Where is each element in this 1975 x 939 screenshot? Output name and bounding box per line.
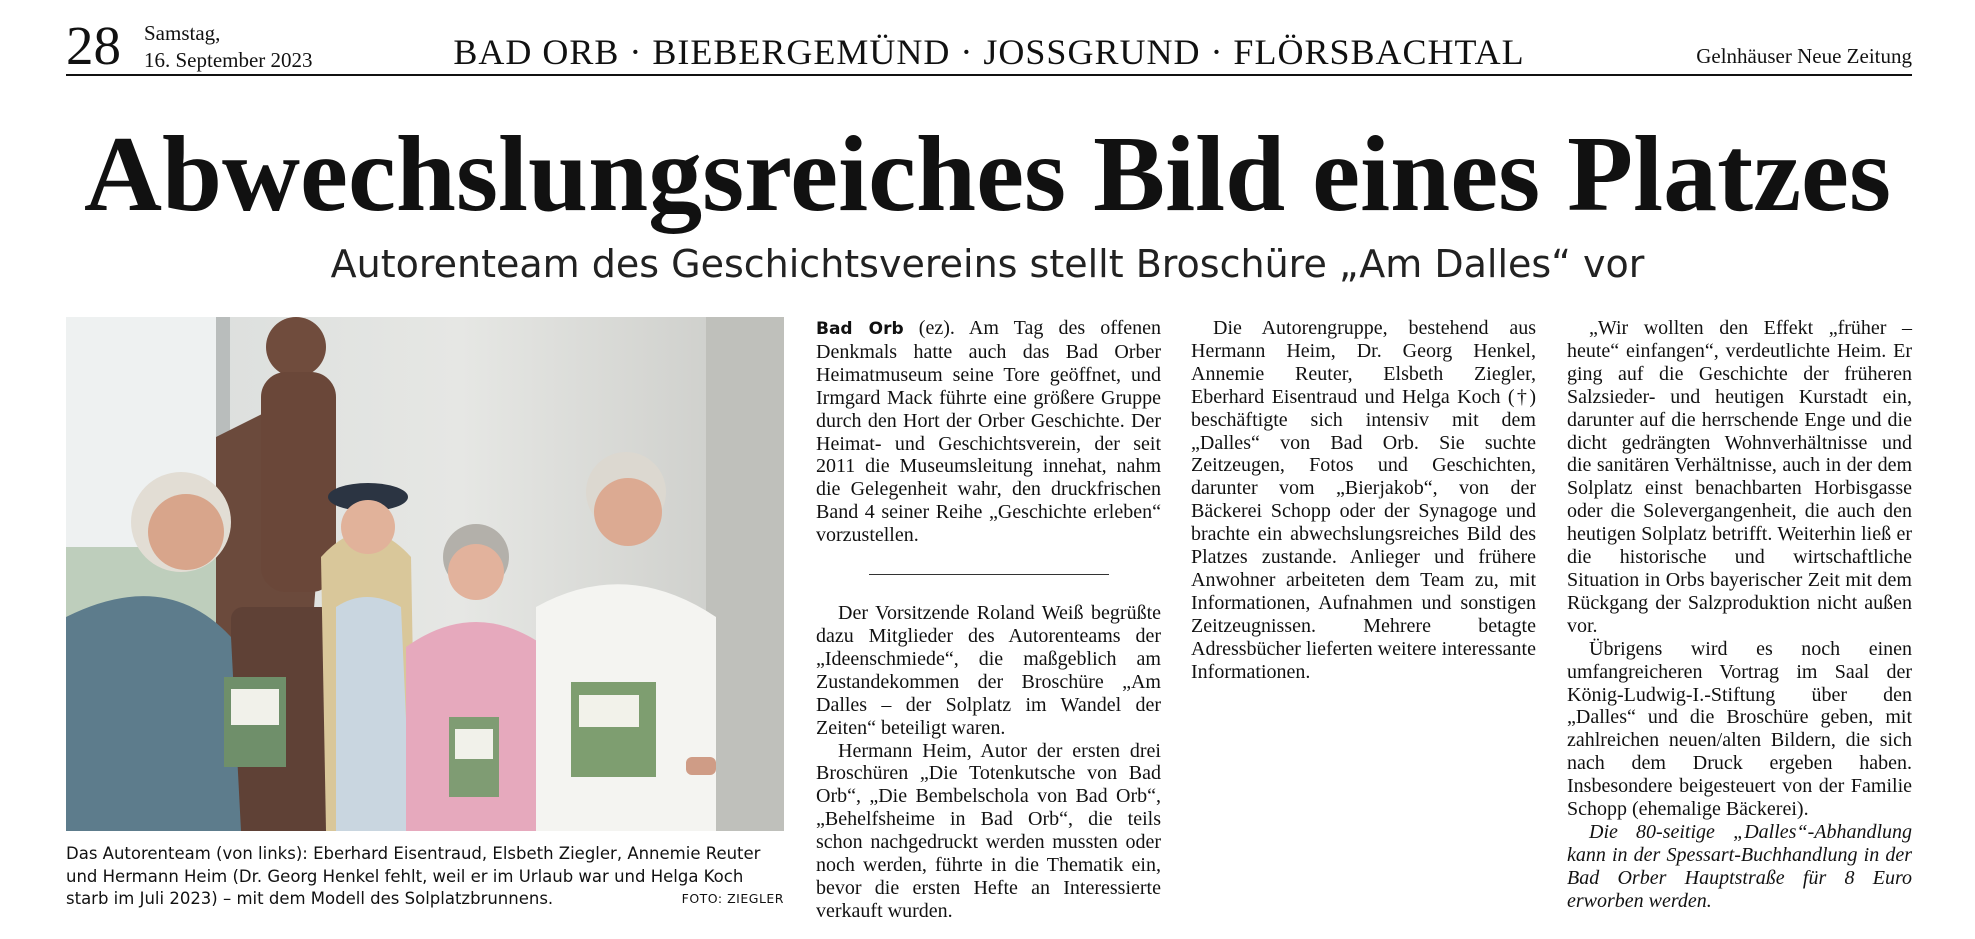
paragraph-1 [816,317,1161,547]
paragraph-5: „Wir wollten den Effekt „früher – heute“ einfangen“, verdeutlichte Heim. Er ging auf die Geschichte der früheren Salzsieder- und heutigen Kurstadt ein, darunter auf die herrschende Enge und die dicht gedrängten Wohnverhältnisse und die sanitären Verhältnisse, auch in der dem Solplatz einst benachbarten Horbisgasse oder die Solevergangenheit, die auch den heutigen Solplatz betrifft. Weiterhin ließ er die historische und wirtschaftliche Situation in Orbs bayerischer Zeit mit dem Rückgang der Salzproduktion nicht außen vor. [1567,317,1912,637]
paragraph-6: Übrigens wird es noch einen umfangreicheren Vortrag im Saal der König-Ludwig-I.-Stiftung über den „Dalles“ und die Broschüre geben, mit zahlreichen neuen/alten Bildern, die sich nach dem Druck ergeben haben. Insbesondere beigesteuert von der Familie Schopp (ehemalige Bäckerei). [1567,637,1912,821]
newspaper-name: Gelnhäuser Neue Zeitung [1696,44,1912,68]
paragraph-4: Die Autorengruppe, bestehend aus Hermann Heim, Dr. Georg Henkel, Annemie Reuter, Elsbeth Ziegler, Eberhard Eisentraud und Helga Koch (†) beschäftigte sich intensiv mit dem „Dalles“ von Bad Orb. Sie suchte Zeitzeugen, Fotos und Geschichten, darunter vom „Bierjakob“, von der Bäckerei Schopp oder der Synagoge und brachte ein abwechslungsreiches Bild des Platzes zustande. Anlieger und frühere Anwohner arbeiteten dem Team zu, mit Informationen, Aufnahmen und sonstigen Zeitzeugnissen. Mehrere betagte Adressbücher lieferten weitere interessante Informationen. [1191,317,1536,683]
paragraph-1-text: (ez). Am Tag des offenen Denkmals hatte auch das Bad Orber Heimatmuseum seine Tore geöffnet, und Irmgard Mack führte eine größere Gruppe durch den Hort der Orber Geschichte. Der Heimat- und Geschichtsverein, der seit 2011 die Museumsleitung innehat, nahm die Gelegenheit wahr, den druckfrischen Band 4 seiner Reihe „Geschichte erleben“ vorzustellen. [816,317,1161,547]
subheadline: Autorenteam des Geschichtsvereins stellt Broschüre „Am Dalles“ vor [330,242,1645,286]
date-text: 16. September 2023 [144,48,313,72]
paragraph-3: Hermann Heim, Autor der ersten drei Broschüren „Die Totenkutsche von Bad Orb“, „Die Bembelschola von Bad Orb“, „Behelfsheime in Bad Orb“, die teils schon nachgedruckt werden mussten oder noch werden, führte in die Thematik ein, bevor die ersten Hefte an Interessierte verkauft wurden. [816,739,1161,922]
page-number: 28 [66,15,121,76]
page-header [66,14,1912,74]
article-column-2 [1191,317,1536,684]
group-photo-illustration [66,317,784,831]
paragraph-7: Die 80-seitige „Dalles“-Abhandlung kann in der Spessart-Buchhandlung in der Bad Orber Hauptstraße für 8 Euro erworben werden. [1567,820,1912,912]
weekday: Samstag, [144,21,221,45]
paragraph-2: Der Vorsitzende Roland Weiß begrüßte dazu Mitglieder des Autorenteams der „Ideenschmiede“, die maßgeblich am Zustandekommen der Broschüre „Am Dalles – der Solplatz im Wandel der Zeiten“ beteiligt waren. [816,602,1161,739]
article-column-3 [1567,317,1912,913]
dateline: Bad Orb [816,319,904,339]
header-rule [66,74,1912,76]
column-divider [869,574,1109,575]
photo-credit: FOTO: ZIEGLER [681,891,784,906]
caption-text: Das Autorenteam (von links): Eberhard Eisentraud, Elsbeth Ziegler, Annemie Reuter und Hermann Heim (Dr. Georg Henkel fehlt, weil er im Urlaub war und Helga Koch starb im Juli 2023) – mit dem Modell des Solplatzbrunnens. [66,844,761,908]
article-column-1 [816,317,1161,923]
article-photo [66,317,784,831]
section-title: BAD ORB · BIEBERGEMÜND · JOSSGRUND · FLÖRSBACHTAL [453,32,1525,72]
headline: Abwechslungsreiches Bild eines Platzes [84,115,1891,234]
photo-caption [66,843,784,911]
